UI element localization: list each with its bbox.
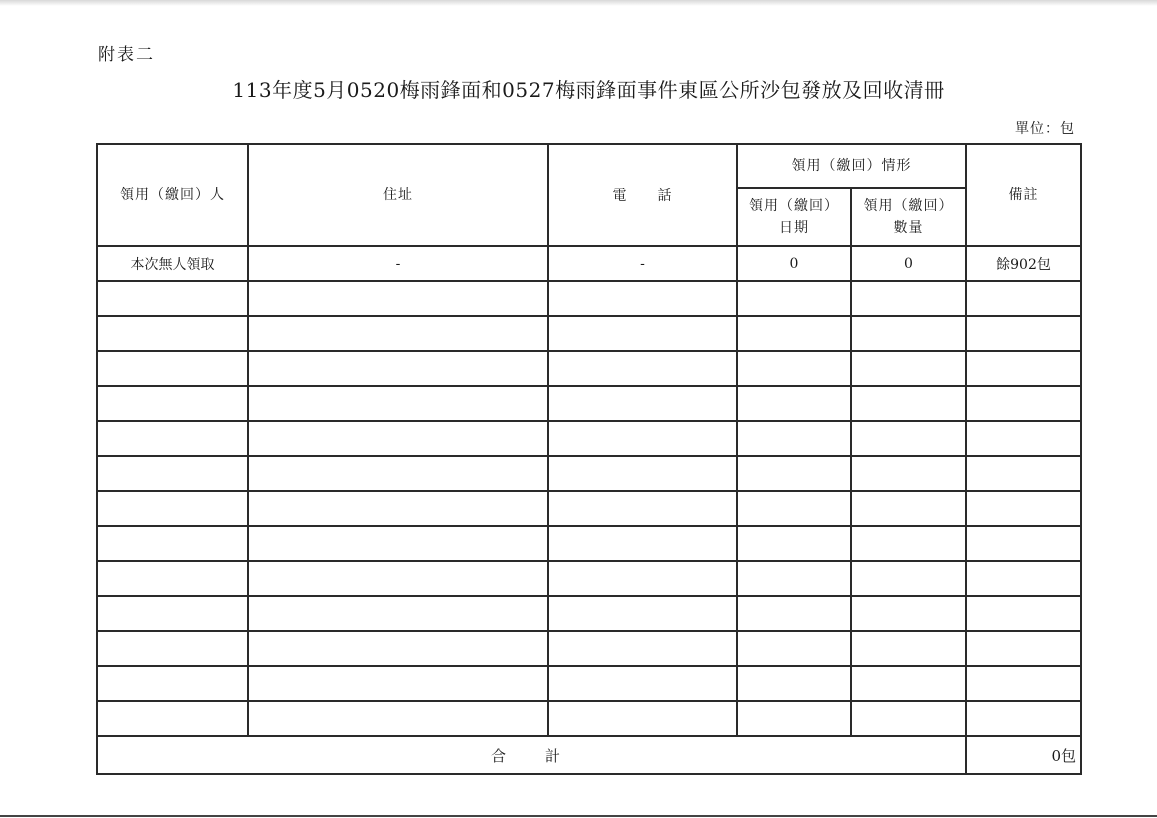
- empty-cell: [97, 666, 248, 701]
- empty-cell: [737, 631, 851, 666]
- empty-cell: [851, 456, 966, 491]
- empty-cell: [966, 281, 1081, 316]
- empty-cell: [737, 386, 851, 421]
- empty-cell: [737, 421, 851, 456]
- empty-cell: [548, 631, 737, 666]
- header-phone: 電 話: [548, 144, 737, 246]
- empty-cell: [851, 351, 966, 386]
- empty-cell: [548, 351, 737, 386]
- empty-cell: [248, 561, 548, 596]
- empty-cell: [737, 596, 851, 631]
- empty-table-row: [97, 561, 1081, 596]
- empty-cell: [248, 491, 548, 526]
- empty-table-row: [97, 526, 1081, 561]
- empty-table-row: [97, 281, 1081, 316]
- empty-cell: [97, 701, 248, 736]
- empty-cell: [737, 526, 851, 561]
- empty-cell: [966, 666, 1081, 701]
- empty-cell: [966, 316, 1081, 351]
- empty-cell: [966, 561, 1081, 596]
- empty-cell: [966, 701, 1081, 736]
- empty-cell: [248, 596, 548, 631]
- empty-table-row: [97, 456, 1081, 491]
- empty-table-row: [97, 701, 1081, 736]
- empty-cell: [851, 526, 966, 561]
- empty-cell: [97, 421, 248, 456]
- empty-cell: [248, 421, 548, 456]
- empty-cell: [851, 631, 966, 666]
- empty-cell: [97, 596, 248, 631]
- empty-cell: [548, 281, 737, 316]
- empty-cell: [248, 701, 548, 736]
- empty-cell: [966, 386, 1081, 421]
- empty-cell: [548, 666, 737, 701]
- empty-cell: [548, 561, 737, 596]
- header-address: 住址: [248, 144, 548, 246]
- empty-cell: [851, 596, 966, 631]
- empty-cell: [737, 491, 851, 526]
- empty-cell: [548, 526, 737, 561]
- empty-cell: [548, 491, 737, 526]
- empty-table-row: [97, 386, 1081, 421]
- total-row: [97, 736, 1081, 774]
- empty-cell: [966, 421, 1081, 456]
- recipient-cell: 本次無人領取: [97, 246, 248, 281]
- empty-cell: [548, 456, 737, 491]
- empty-cell: [248, 526, 548, 561]
- header-date: [737, 188, 851, 246]
- empty-cell: [97, 316, 248, 351]
- empty-cell: [548, 701, 737, 736]
- empty-cell: [548, 316, 737, 351]
- empty-cell: [737, 351, 851, 386]
- empty-table-row: [97, 596, 1081, 631]
- phone-cell: -: [548, 246, 737, 281]
- page-title: 113年度5月0520梅雨鋒面和0527梅雨鋒面事件東區公所沙包發放及回收清冊: [232, 78, 945, 102]
- empty-cell: [851, 281, 966, 316]
- empty-cell: [966, 526, 1081, 561]
- empty-cell: [97, 561, 248, 596]
- empty-cell: [548, 386, 737, 421]
- page-bottom-rule: [0, 815, 1157, 817]
- empty-cell: [966, 351, 1081, 386]
- header-recipient: 領用（繳回）人: [97, 144, 248, 246]
- header-qty-line1: 領用（繳回）: [863, 198, 954, 214]
- empty-cell: [97, 456, 248, 491]
- empty-cell: [966, 456, 1081, 491]
- empty-cell: [248, 316, 548, 351]
- empty-cell: [851, 491, 966, 526]
- annex-label: 附表二: [98, 45, 155, 65]
- empty-cell: [248, 386, 548, 421]
- empty-cell: [97, 386, 248, 421]
- empty-cell: [248, 631, 548, 666]
- empty-cell: [737, 701, 851, 736]
- empty-cell: [548, 421, 737, 456]
- empty-cell: [97, 281, 248, 316]
- empty-cell: [851, 421, 966, 456]
- empty-cell: [851, 666, 966, 701]
- total-label: 合 計: [97, 736, 966, 774]
- empty-cell: [966, 491, 1081, 526]
- total-value: 0包: [966, 736, 1081, 774]
- empty-cell: [966, 596, 1081, 631]
- unit-label: 單位：包: [1015, 121, 1075, 137]
- empty-cell: [737, 561, 851, 596]
- header-date-line2: 日期: [779, 220, 809, 236]
- empty-cell: [548, 596, 737, 631]
- empty-table-row: [97, 666, 1081, 701]
- scan-edge: [0, 0, 1157, 6]
- empty-cell: [97, 631, 248, 666]
- empty-cell: [737, 666, 851, 701]
- empty-cell: [248, 281, 548, 316]
- empty-cell: [737, 281, 851, 316]
- header-remarks: 備註: [966, 144, 1081, 246]
- address-cell: -: [248, 246, 548, 281]
- empty-table-row: [97, 631, 1081, 666]
- empty-cell: [248, 351, 548, 386]
- empty-cell: [851, 561, 966, 596]
- empty-cell: [851, 316, 966, 351]
- empty-cell: [97, 526, 248, 561]
- empty-cell: [851, 701, 966, 736]
- header-qty-line2: 數量: [893, 220, 924, 236]
- empty-cell: [97, 491, 248, 526]
- empty-cell: [737, 456, 851, 491]
- empty-cell: [248, 456, 548, 491]
- empty-cell: [248, 666, 548, 701]
- empty-table-row: [97, 491, 1081, 526]
- empty-cell: [97, 351, 248, 386]
- header-qty: [851, 188, 966, 246]
- table-row: [97, 246, 1081, 281]
- empty-cell: [737, 316, 851, 351]
- empty-table-row: [97, 316, 1081, 351]
- empty-cell: [966, 631, 1081, 666]
- empty-cell: [851, 386, 966, 421]
- qty-cell: 0: [851, 246, 966, 281]
- date-cell: 0: [737, 246, 851, 281]
- sandbag-register-table: [96, 143, 1082, 775]
- remarks-cell: 餘902包: [966, 246, 1081, 281]
- header-status-group: 領用（繳回）情形: [737, 144, 966, 188]
- header-row-1: [97, 144, 1081, 188]
- empty-table-row: [97, 351, 1081, 386]
- header-date-line1: 領用（繳回）: [749, 198, 839, 214]
- empty-table-row: [97, 421, 1081, 456]
